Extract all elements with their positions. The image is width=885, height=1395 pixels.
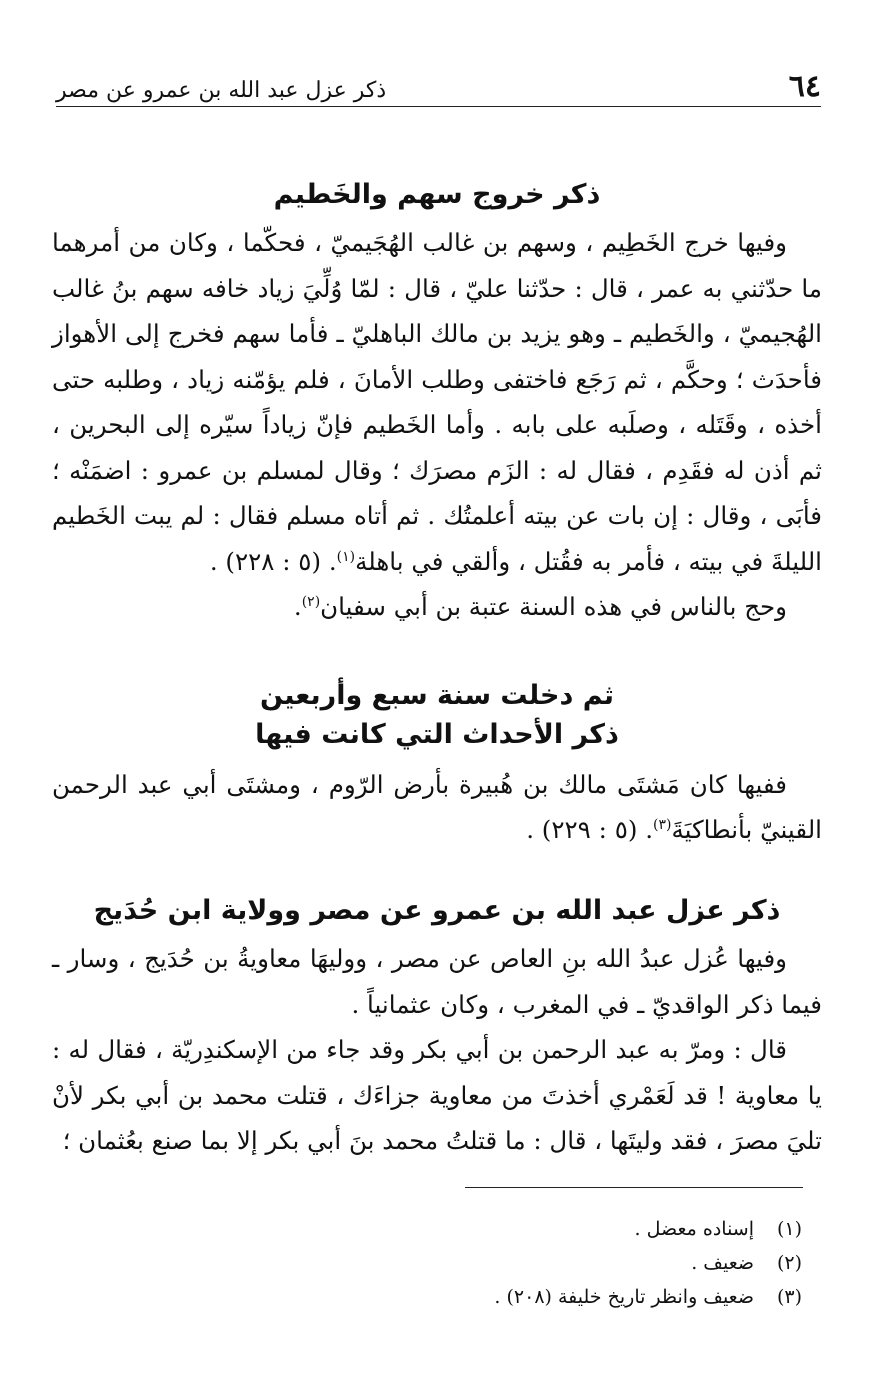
footnote-marker-3: (٣) [653,817,672,834]
footnote-text: ضعيف . [691,1252,754,1274]
source-reference: . (٥ : ٢٢٩) . [526,815,653,845]
page-number: ٦٤ [788,69,821,104]
footnote-text: ضعيف وانظر تاريخ خليفة (٢٠٨) . [494,1286,754,1308]
section-heading-year-47: ثم دخلت سنة سبع وأربعين [259,679,615,711]
main-text [52,175,822,1164]
paragraph-text: ففيها كان مَشتَى مالك بن هُبيرة بأرض الرّوم ، ومشتَى أبي عبد الرحمن القينيّ بأنطاكيَةَ [52,769,822,845]
footnote-item [102,1246,802,1280]
footnote-number: (٣) [776,1286,802,1308]
footnote-text: إسناده معضل . [634,1218,754,1240]
running-header-title: ذكر عزل عبد الله بن عمرو عن مصر [56,78,387,103]
paragraph-text: وحج بالناس في هذه السنة عتبة بن أبي سفيان [320,592,787,622]
paragraph-dialogue: قال : ومرّ به عبد الرحمن بن أبي بكر وقد جاء من الإسكندِريّة ، فقال له : يا معاوية ! قد لَعَمْري أخذتَ من معاوية جزاءَك ، قتلت محمد بن أبي بكر لأنْ تليَ مصرَ ، فقد وليتَها ، قال : ما قتلتُ محمد بنَ أبي بكر إلا بما صنع بعُثمان ؛ [52,1035,822,1156]
section-heading-events: ذكر الأحداث التي كانت فيها [255,718,619,750]
source-reference: . (٥ : ٢٢٨) . [209,546,337,576]
paragraph-end: . [293,592,302,622]
footnote-divider [465,1187,803,1188]
footnote-number: (١) [776,1218,802,1240]
paragraph-dismissal: وفيها عُزل عبدُ الله بنِ العاص عن مصر ، ووليهَا معاويةُ بن حُدَيج ، وسار ـ فيما ذكر الواقديّ ـ في المغرب ، وكان عثمانياً . [52,944,822,1019]
paragraph-text: وفيها خرج الخَطِيم ، وسهم بن غالب الهُجَيميّ ، فحكّما ، وكان من أمرهما ما حدّثني به عمر ، قال : حدّثنا عليّ ، قال : لمّا وُلِّيَ زياد خافه سهم بنُ غالب الهُجيميّ ، والخَطيم ـ وهو يزيد بن مالك الباهليّ ـ فأما سهم فخرج إلى الأهواز فأحدَث ؛ وحكَّم ، ثم رَجَع فاختفى وطلب الأمانَ ، فلم يؤمّنه زياد ، وطلبه حتى أخذه ، وقَتَله ، وصلَبه على بابه . وأما الخَطيم فإنّ زياداً سيّره إلى البحرين ، ثم أذن له فقَدِم ، فقال له : الزَم مصرَك ؛ وقال لمسلم بن عمرو : اضمَنْه ؛ فأبَى ، وقال : إن بات عن بيته أعلمتُك . ثم أتاه مسلم فقال : لم يبت الخَطيم الليلةَ في بيته ، فأمر به فقُتل ، وألقي في باهلة [52,228,822,576]
paragraph-hajj [52,584,822,630]
footnote-marker-1: (١) [336,548,356,565]
footnote-item [102,1280,802,1314]
footnote-item [102,1212,802,1246]
running-header [56,62,821,107]
footnote-number: (٢) [776,1252,802,1274]
paragraph-khatim-story [52,220,822,584]
footnotes [102,1212,802,1314]
section-heading-dismissal: ذكر عزل عبد الله بن عمرو عن مصر وولاية ابن حُدَيج [93,894,781,926]
paragraph-winter-campaign [52,762,822,853]
footnote-marker-2: (٢) [301,593,321,610]
section-heading-khatim: ذكر خروج سهم والخَطيم [273,179,601,210]
